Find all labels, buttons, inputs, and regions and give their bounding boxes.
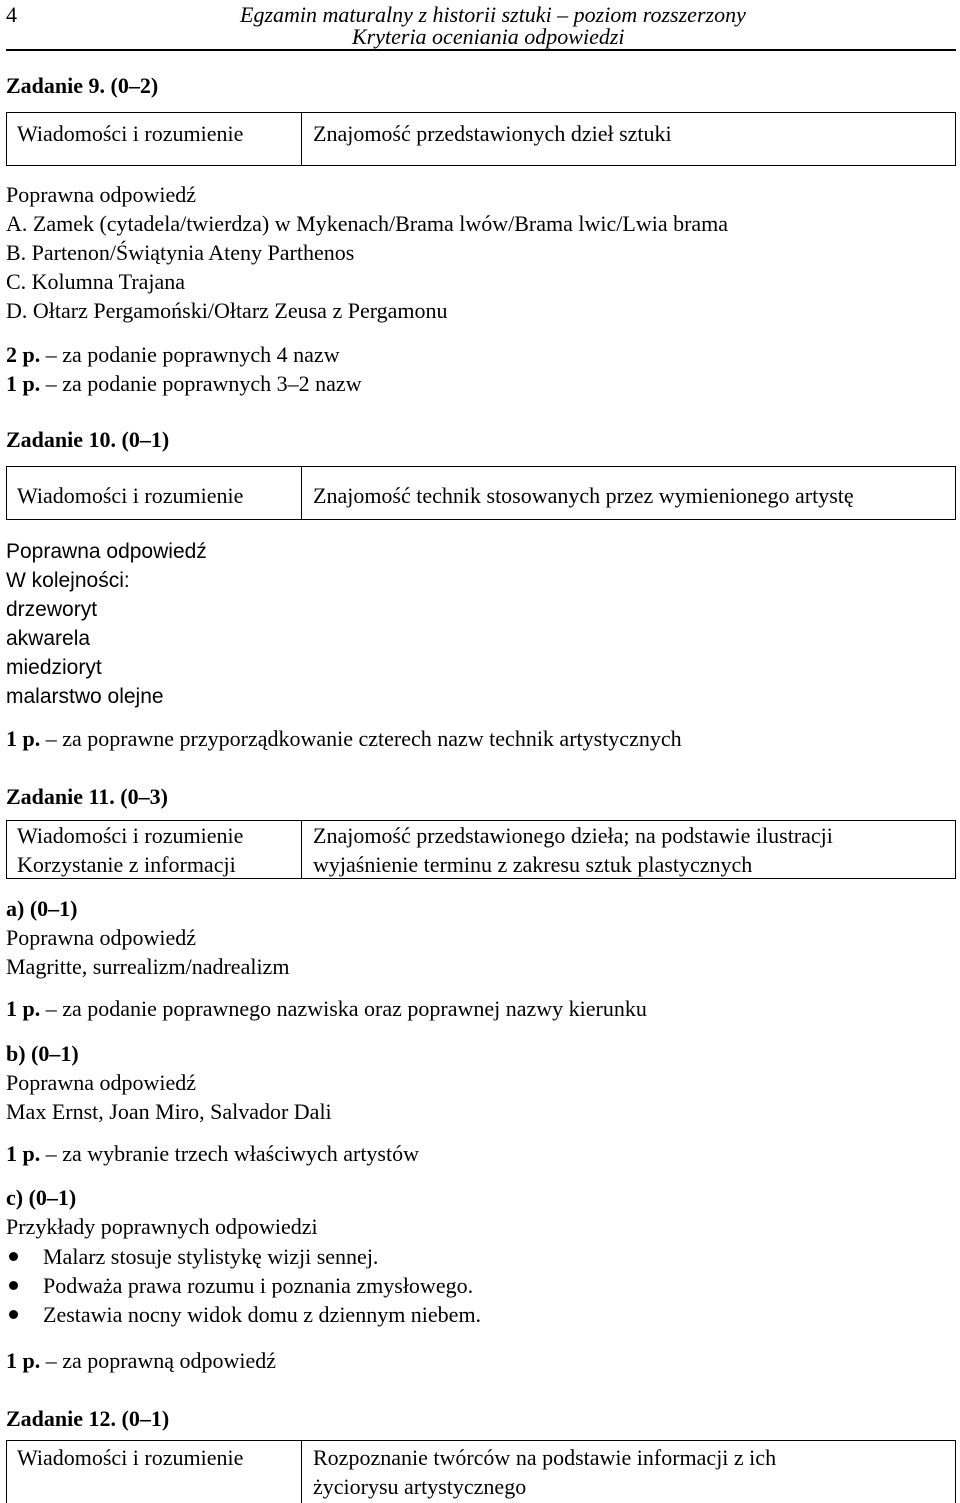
header-subtitle: Kryteria oceniania odpowiedzi [352, 24, 625, 49]
score-description: – za wybranie trzech właściwych artystów [40, 1141, 419, 1166]
task9-title: Zadanie 9. (0–2) [6, 73, 159, 98]
task10-title: Zadanie 10. (0–1) [6, 427, 170, 452]
score-description: – za podanie poprawnych 4 nazw [40, 342, 340, 367]
score-points: 1 p. [6, 1141, 41, 1166]
task11b-answer: Max Ernst, Joan Miro, Salvador Dali [6, 1099, 332, 1124]
task10-requirement: Znajomość technik stosowanych przez wymienionego artystę [313, 483, 854, 508]
task11-table [6, 820, 956, 879]
score-points: 1 p. [6, 1348, 41, 1373]
task11b-answer-label: Poprawna odpowiedź [6, 1070, 197, 1095]
task9-answer-d: D. Ołtarz Pergamoński/Ołtarz Zeusa z Pergamonu [6, 298, 448, 323]
task11a-title: a) (0–1) [6, 896, 78, 921]
task11b-title: b) (0–1) [6, 1041, 79, 1066]
task9-score-2 [6, 340, 340, 369]
score-points: 2 p. [6, 342, 41, 367]
header-divider [6, 49, 956, 51]
task11c-bullet-1: Malarz stosuje stylistykę wizji sennej. [43, 1244, 379, 1269]
task9-score-1 [6, 369, 362, 398]
task10-answer-4: malarstwo olejne [6, 685, 164, 708]
task11c-title: c) (0–1) [6, 1185, 77, 1210]
task12-title: Zadanie 12. (0–1) [6, 1406, 170, 1431]
task10-order-label: W kolejności: [6, 569, 130, 592]
header-title: Egzamin maturalny z historii sztuki – poziom rozszerzony [240, 2, 746, 27]
task11-skills [7, 821, 302, 878]
task12-table [6, 1440, 956, 1503]
task12-requirements [302, 1441, 955, 1503]
bullet-icon [9, 1310, 18, 1319]
task11-requirement-1: Znajomość przedstawionego dzieła; na podstawie ilustracji [313, 823, 833, 848]
page-number: 4 [6, 2, 17, 27]
task9-answer-c: C. Kolumna Trajana [6, 269, 186, 294]
task11a-answer-label: Poprawna odpowiedź [6, 925, 197, 950]
task9-answer-a: A. Zamek (cytadela/twierdza) w Mykenach/Brama lwów/Brama lwic/Lwia brama [6, 211, 729, 236]
task11-title: Zadanie 11. (0–3) [6, 784, 168, 809]
task10-answer-3: miedzioryt [6, 656, 102, 679]
task11c-bullet-2: Podważa prawa rozumu i poznania zmysłowego. [43, 1273, 474, 1298]
score-description: – za poprawne przyporządkowanie czterech nazw technik artystycznych [40, 726, 682, 751]
task10-answer-2: akwarela [6, 627, 91, 650]
task11c-bullet-3: Zestawia nocny widok domu z dziennym niebem. [43, 1302, 482, 1327]
task11a-answer: Magritte, surrealizm/nadrealizm [6, 954, 290, 979]
task11b-score [6, 1139, 419, 1168]
score-points: 1 p. [6, 371, 41, 396]
task11-requirement-2: wyjaśnienie terminu z zakresu sztuk plastycznych [313, 852, 753, 877]
task11-skill-1: Wiadomości i rozumienie [17, 823, 244, 848]
task9-requirement: Znajomość przedstawionych dzieł sztuki [313, 121, 672, 146]
task9-table [6, 112, 956, 166]
bullet-icon [9, 1281, 18, 1290]
task11c-answer-label: Przykłady poprawnych odpowiedzi [6, 1214, 318, 1239]
task9-skill: Wiadomości i rozumienie [7, 113, 302, 165]
task12-requirement-1: Rozpoznanie twórców na podstawie informacji z ich [313, 1445, 777, 1470]
score-description: – za podanie poprawnego nazwiska oraz poprawnej nazwy kierunku [40, 996, 647, 1021]
task10-table [6, 466, 956, 520]
score-points: 1 p. [6, 996, 41, 1021]
task10-score [6, 724, 682, 753]
score-points: 1 p. [6, 726, 41, 751]
task9-answer-b: B. Partenon/Świątynia Ateny Parthenos [6, 240, 355, 265]
task10-answer-1: drzeworyt [6, 598, 98, 621]
task11c-score [6, 1346, 276, 1375]
task11a-score [6, 994, 647, 1023]
score-description: – za podanie poprawnych 3–2 nazw [40, 371, 362, 396]
bullet-icon [9, 1252, 18, 1261]
task10-skill: Wiadomości i rozumienie [7, 467, 302, 519]
task9-answer-label: Poprawna odpowiedź [6, 182, 197, 207]
task12-skill: Wiadomości i rozumienie [7, 1441, 302, 1503]
score-description: – za poprawną odpowiedź [40, 1348, 277, 1373]
task11-requirements [302, 821, 955, 878]
task11-skill-2: Korzystanie z informacji [17, 852, 236, 877]
task10-answer-label: Poprawna odpowiedź [6, 540, 207, 563]
task12-requirement-2: życiorysu artystycznego [313, 1474, 527, 1499]
